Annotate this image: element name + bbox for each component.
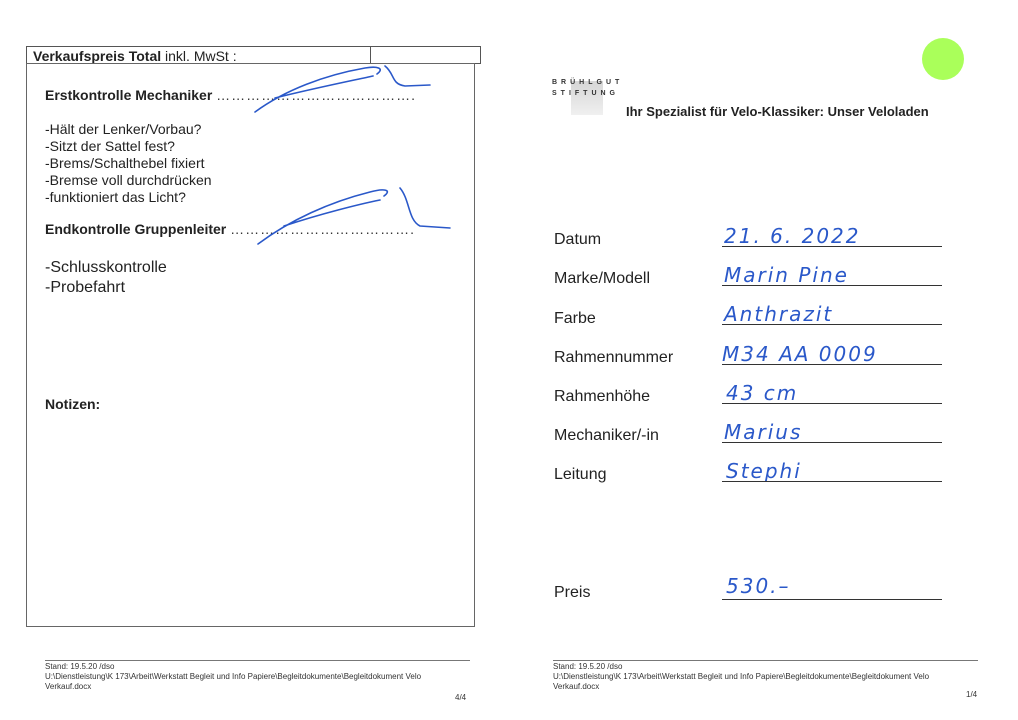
right-footer-line3: Verkauf.docx — [553, 682, 600, 691]
field-value-leitung: Stephi — [726, 459, 802, 483]
green-marker-dot — [922, 38, 964, 80]
endkontrolle-list — [45, 258, 167, 298]
field-label-datum: Datum — [554, 231, 602, 248]
erstkontrolle-dots: …………………………………. — [216, 87, 417, 103]
erstkontrolle-list — [45, 121, 212, 206]
field-label-marke: Marke/Modell — [554, 270, 651, 287]
left-footer-line3: Verkauf.docx — [45, 682, 92, 691]
field-line-farbe — [722, 324, 942, 325]
field-line-datum — [722, 246, 942, 247]
tagline: Ihr Spezialist für Velo-Klassiker: Unser Veloladen — [626, 104, 929, 119]
right-page-number: 1/4 — [966, 690, 978, 699]
price-total-label-rest: inkl. MwSt : — [161, 48, 237, 64]
field-label-rahmennummer: Rahmennummer — [554, 349, 674, 366]
logo — [552, 77, 623, 99]
left-footer-rule — [45, 660, 470, 661]
field-label-leitung: Leitung — [554, 466, 607, 483]
signature-gruppenleiter — [250, 180, 460, 250]
left-footer-line1: Stand: 19.5.20 /dso — [45, 662, 115, 671]
field-line-mechaniker — [722, 442, 942, 443]
price-total-label — [33, 48, 237, 64]
price-label: Preis — [554, 584, 591, 601]
logo-line2: STIFTUNG — [552, 90, 619, 97]
erstkontrolle-item: -funktioniert das Licht? — [45, 189, 186, 205]
field-value-marke: Marin Pine — [724, 263, 849, 287]
field-line-marke — [722, 285, 942, 286]
left-footer — [45, 662, 465, 692]
signature-mechaniker — [245, 60, 435, 120]
endkontrolle-item: -Schlusskontrolle — [45, 259, 167, 276]
endkontrolle-dots: ………………………………. — [230, 221, 416, 237]
erstkontrolle-title: Erstkontrolle Mechaniker — [45, 87, 213, 103]
erstkontrolle-item: -Sitzt der Sattel fest? — [45, 138, 175, 154]
field-label-mechaniker: Mechaniker/-in — [554, 427, 659, 444]
field-value-datum: 21. 6. 2022 — [724, 224, 861, 248]
right-footer-rule — [553, 660, 978, 661]
field-value-rahmenhoehe: 43 cm — [726, 381, 799, 405]
field-line-leitung — [722, 481, 942, 482]
field-line-rahmenhoehe — [722, 403, 942, 404]
endkontrolle-item: -Probefahrt — [45, 279, 126, 296]
logo-line1: BRÜHLGUT — [552, 79, 624, 86]
price-total-label-bold: Verkaufspreis Total — [33, 48, 162, 64]
field-value-rahmennummer: M34 AA 0009 — [722, 342, 878, 366]
field-line-rahmennummer — [722, 364, 942, 365]
field-value-mechaniker: Marius — [724, 420, 803, 444]
left-footer-line2: U:\Dienstleistung\K 173\Arbeit\Werkstatt Begleit und Info Papiere\Begleitdokumente\Begleitdokument Velo — [45, 672, 422, 681]
field-label-rahmenhoehe: Rahmenhöhe — [554, 388, 651, 405]
field-label-farbe: Farbe — [554, 310, 596, 327]
erstkontrolle-item: -Hält der Lenker/Vorbau? — [45, 121, 202, 137]
price-line — [722, 599, 942, 600]
left-page-number: 4/4 — [455, 693, 467, 702]
right-footer-line1: Stand: 19.5.20 /dso — [553, 662, 623, 671]
erstkontrolle-item: -Brems/Schalthebel fixiert — [45, 155, 205, 171]
price-value: 530.– — [726, 574, 791, 598]
right-footer — [553, 662, 973, 692]
erstkontrolle-item: -Bremse voll durchdrücken — [45, 172, 212, 188]
right-footer-line2: U:\Dienstleistung\K 173\Arbeit\Werkstatt Begleit und Info Papiere\Begleitdokumente\Begleitdokument Velo — [553, 672, 930, 681]
field-value-farbe: Anthrazit — [724, 302, 834, 326]
notes-label: Notizen: — [45, 396, 101, 412]
endkontrolle-title: Endkontrolle Gruppenleiter — [45, 221, 227, 237]
